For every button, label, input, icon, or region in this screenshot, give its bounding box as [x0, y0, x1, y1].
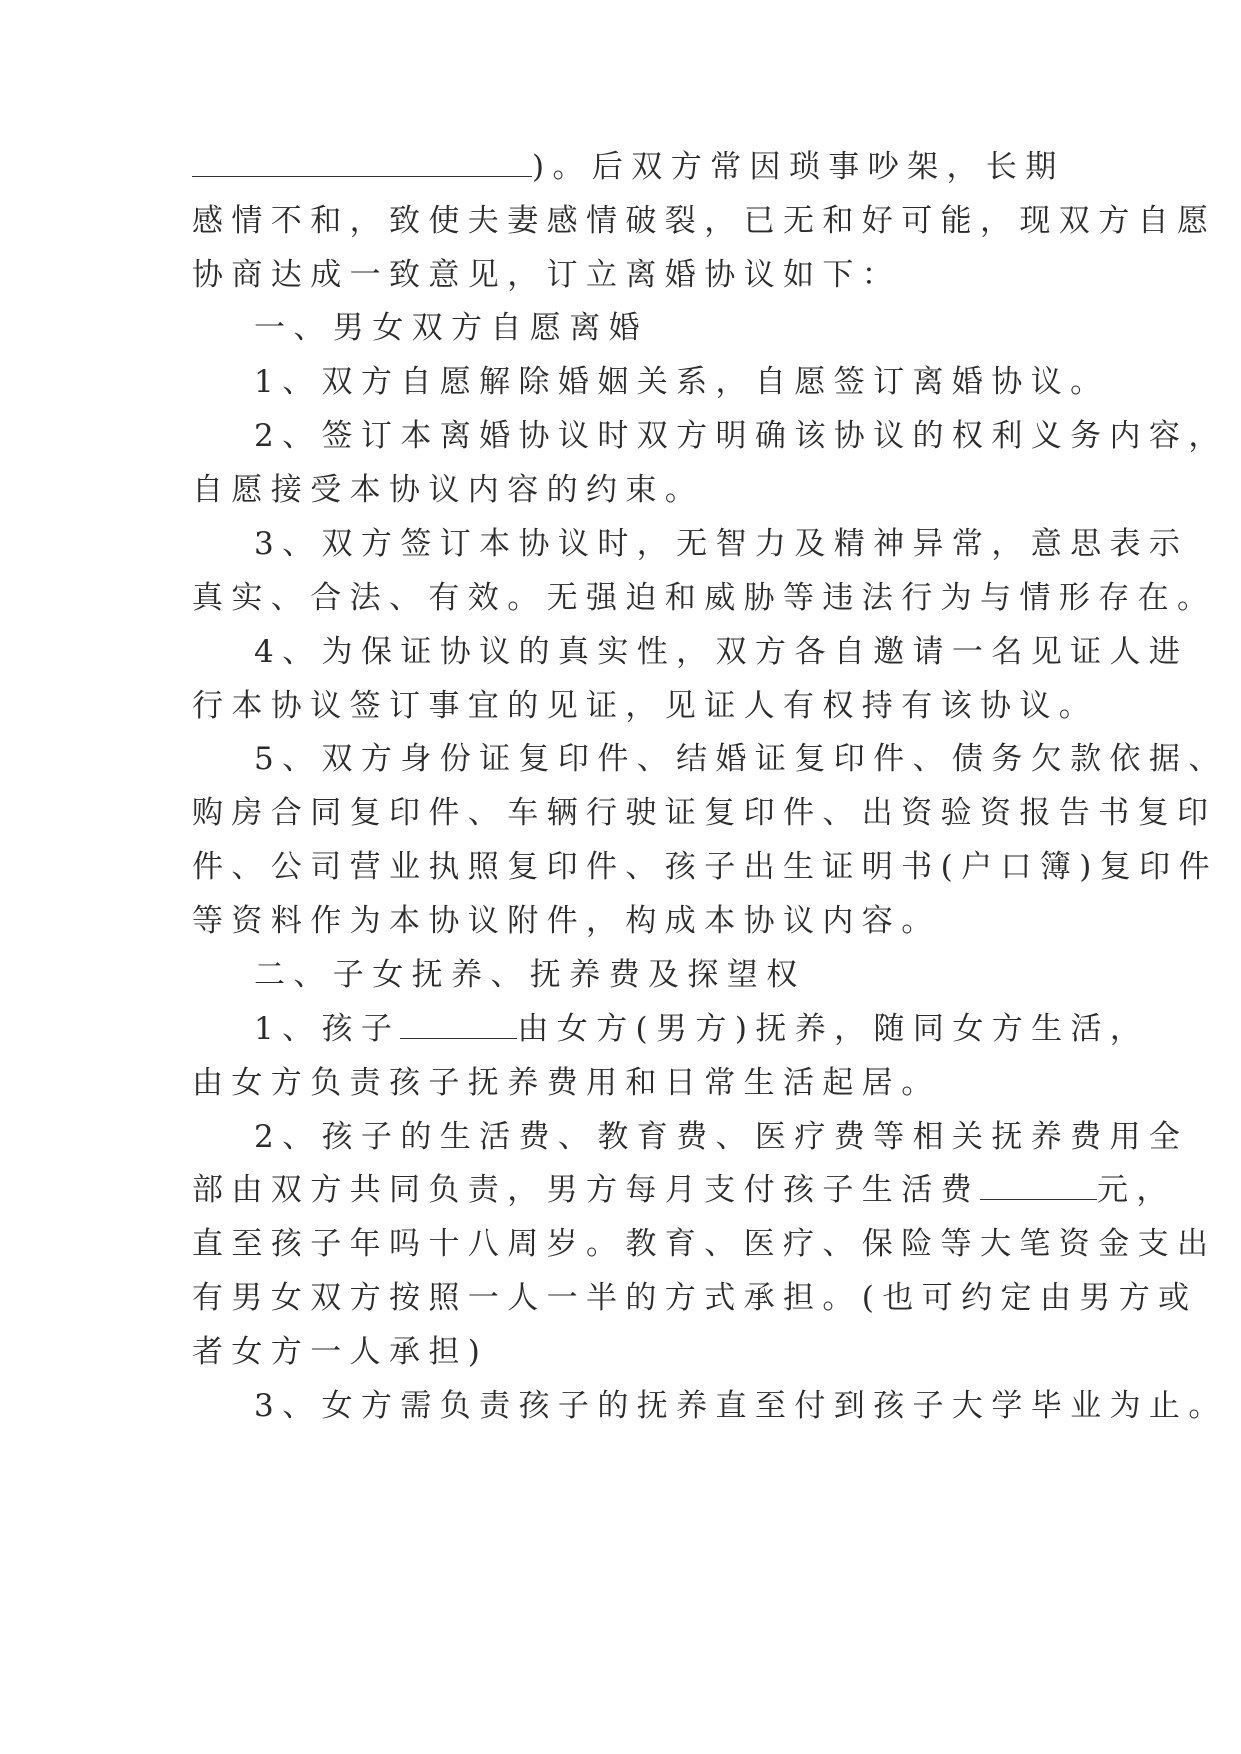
amount-blank[interactable]	[980, 1161, 1097, 1200]
clause-2-2-cont-4: 者女方一人承担)	[192, 1334, 489, 1370]
clause-1-3-cont: 真实、合法、有效。无强迫和威胁等违法行为与情形存在。	[192, 580, 1217, 616]
blank-underline[interactable]	[192, 138, 532, 177]
clause-2-2-cont-2: 直至孩子年吗十八周岁。教育、医疗、保险等大笔资金支出	[192, 1226, 1217, 1262]
clause-1-1: 1、双方自愿解除婚姻关系，自愿签订离婚协议。	[254, 364, 1110, 400]
clause-2-2-cont-3: 有男女双方按照一人一半的方式承担。(也可约定由男方或	[192, 1280, 1198, 1316]
text-line-2: 感情不和，致使夫妻感情破裂，已无和好可能，现双方自愿	[192, 203, 1217, 239]
clause-1-4: 4、为保证协议的真实性，双方各自邀请一名见证人进	[254, 634, 1189, 670]
child-name-blank[interactable]	[400, 1000, 517, 1039]
clause-2-1: 1、孩子 由女方(男方)抚养，随同女方生活，	[254, 999, 1134, 1059]
text-line-1: )。后双方常因琐事吵架，长期	[192, 137, 1072, 197]
clause-1-3: 3、双方签订本协议时，无智力及精神异常，意思表示	[254, 526, 1189, 562]
clause-2-2-cont-1: 部由双方共同负责，男方每月支付孩子生活费 元，	[192, 1160, 1072, 1220]
clause-2-2: 2、孩子的生活费、教育费、医疗费等相关抚养费用全	[254, 1119, 1189, 1155]
clause-2-3: 3、女方需负责孩子的抚养直至付到孩子大学毕业为止。	[254, 1388, 1228, 1424]
clause-2-1-cont: 由女方负责孩子抚养费用和日常生活起居。	[192, 1065, 941, 1101]
clause-1-2: 2、签订本离婚协议时双方明确该协议的权利义务内容，	[254, 418, 1228, 454]
text-line-3: 协商达成一致意见，订立离婚协议如下：	[192, 257, 902, 293]
clause-1-5-cont-3: 等资料作为本协议附件，构成本协议内容。	[192, 903, 941, 939]
clause-1-5-cont-2: 件、公司营业执照复印件、孩子出生证明书(户口簿)复印件	[192, 849, 1218, 885]
clause-1-5-cont-1: 购房合同复印件、车辆行驶证复印件、出资验资报告书复印	[192, 795, 1217, 831]
clause-1-2-cont: 自愿接受本协议内容的约束。	[192, 472, 705, 508]
section-heading-2: 二、子女抚养、抚养费及探望权	[254, 957, 806, 993]
clause-1-5: 5、双方身份证复印件、结婚证复印件、债务欠款依据、	[254, 741, 1228, 777]
section-heading-1: 一、男女双方自愿离婚	[254, 310, 648, 346]
clause-1-4-cont: 行本协议签订事宜的见证，见证人有权持有该协议。	[192, 688, 1099, 724]
